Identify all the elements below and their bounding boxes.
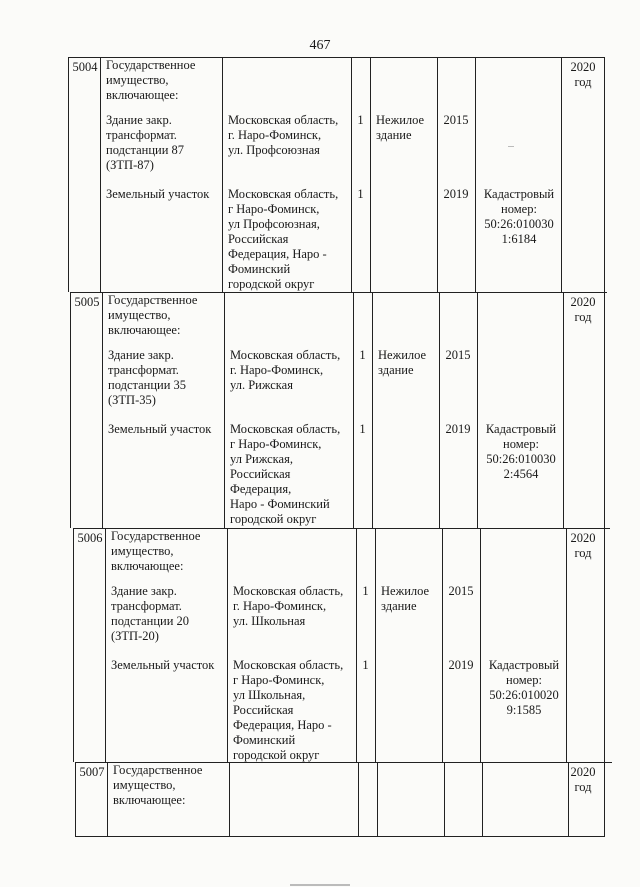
- building-year: 2015: [448, 584, 474, 598]
- land-year: 2019: [448, 658, 474, 672]
- building-address: Московская область, г. Наро-Фоминск, ул. Профсоюзная: [228, 113, 339, 157]
- column-divider: [482, 762, 483, 836]
- column-divider: [477, 292, 478, 528]
- column-divider: [437, 57, 438, 292]
- column-divider: [222, 57, 223, 292]
- building-type: Нежилое здание: [376, 113, 425, 142]
- land-year: 2019: [443, 187, 469, 201]
- land-quantity: 1: [362, 658, 369, 672]
- column-divider: [563, 292, 564, 528]
- column-divider: [439, 292, 440, 528]
- land-address: Московская область, г Наро-Фоминск, ул Профсоюзная, Российская Федерация, Наро - Фоминский городской округ: [228, 187, 339, 291]
- column-divider: [100, 57, 101, 292]
- land-quantity: 1: [357, 187, 364, 201]
- land-year: 2019: [445, 422, 471, 436]
- land-cadastral: Кадастровый номер: 50:26:010030 2:4564: [485, 422, 557, 481]
- row-header: Государственное имущество, включающее:: [111, 529, 201, 573]
- column-divider: [561, 57, 562, 292]
- table-border-bottom: [75, 836, 605, 837]
- column-divider: [375, 528, 376, 762]
- row-header: Государственное имущество, включающее:: [108, 293, 198, 337]
- building-quantity: 1: [359, 348, 366, 362]
- building-name: Здание закр. трансформат. подстанции 87 (ЗТП-87): [106, 113, 185, 172]
- column-divider: [102, 292, 103, 528]
- column-divider: [566, 528, 567, 762]
- column-divider: [604, 528, 605, 762]
- row-year: 2020 год: [570, 531, 596, 560]
- column-divider: [224, 292, 225, 528]
- building-name: Здание закр. трансформат. подстанции 35 (ЗТП-35): [108, 348, 187, 407]
- column-divider: [105, 528, 106, 762]
- column-divider: [73, 528, 74, 762]
- scan-mark: [290, 884, 350, 886]
- column-divider: [229, 762, 230, 836]
- row-number: 5007: [79, 765, 105, 779]
- row-year: 2020 год: [570, 765, 596, 794]
- building-year: 2015: [445, 348, 471, 362]
- land-quantity: 1: [359, 422, 366, 436]
- row-year: 2020 год: [570, 60, 596, 89]
- column-divider: [370, 57, 371, 292]
- building-name: Здание закр. трансформат. подстанции 20 (ЗТП-20): [111, 584, 190, 643]
- building-quantity: 1: [362, 584, 369, 598]
- scan-mark: [508, 146, 514, 147]
- row-number: 5006: [77, 531, 103, 545]
- row-header: Государственное имущество, включающее:: [106, 58, 196, 102]
- building-address: Московская область, г. Наро-Фоминск, ул. Рижская: [230, 348, 341, 392]
- land-name: Земельный участок: [108, 422, 212, 436]
- column-divider: [604, 292, 605, 528]
- land-name: Земельный участок: [106, 187, 210, 201]
- column-divider: [70, 292, 71, 528]
- land-name: Земельный участок: [111, 658, 215, 672]
- column-divider: [444, 762, 445, 836]
- land-address: Московская область, г Наро-Фоминск, ул Рижская, Российская Федерация, Наро - Фоминский городской округ: [230, 422, 341, 526]
- column-divider: [442, 528, 443, 762]
- column-divider: [107, 762, 108, 836]
- row-header: Государственное имущество, включающее:: [113, 763, 203, 807]
- page-number: 467: [309, 38, 331, 53]
- land-address: Московская область, г Наро-Фоминск, ул Школьная, Российская Федерация, Наро - Фоминский городской округ: [233, 658, 344, 762]
- row-number: 5005: [74, 295, 100, 309]
- column-divider: [480, 528, 481, 762]
- building-type: Нежилое здание: [378, 348, 427, 377]
- column-divider: [372, 292, 373, 528]
- column-divider: [68, 57, 69, 292]
- column-divider: [604, 57, 605, 292]
- building-year: 2015: [443, 113, 469, 127]
- row-year: 2020 год: [570, 295, 596, 324]
- column-divider: [377, 762, 378, 836]
- column-divider: [227, 528, 228, 762]
- building-quantity: 1: [357, 113, 364, 127]
- building-address: Московская область, г. Наро-Фоминск, ул. Школьная: [233, 584, 344, 628]
- building-type: Нежилое здание: [381, 584, 430, 613]
- column-divider: [475, 57, 476, 292]
- column-divider: [604, 762, 605, 836]
- column-divider: [75, 762, 76, 836]
- land-cadastral: Кадастровый номер: 50:26:010030 1:6184: [483, 187, 555, 246]
- row-number: 5004: [72, 60, 98, 74]
- land-cadastral: Кадастровый номер: 50:26:010020 9:1585: [488, 658, 560, 717]
- column-divider: [358, 762, 359, 836]
